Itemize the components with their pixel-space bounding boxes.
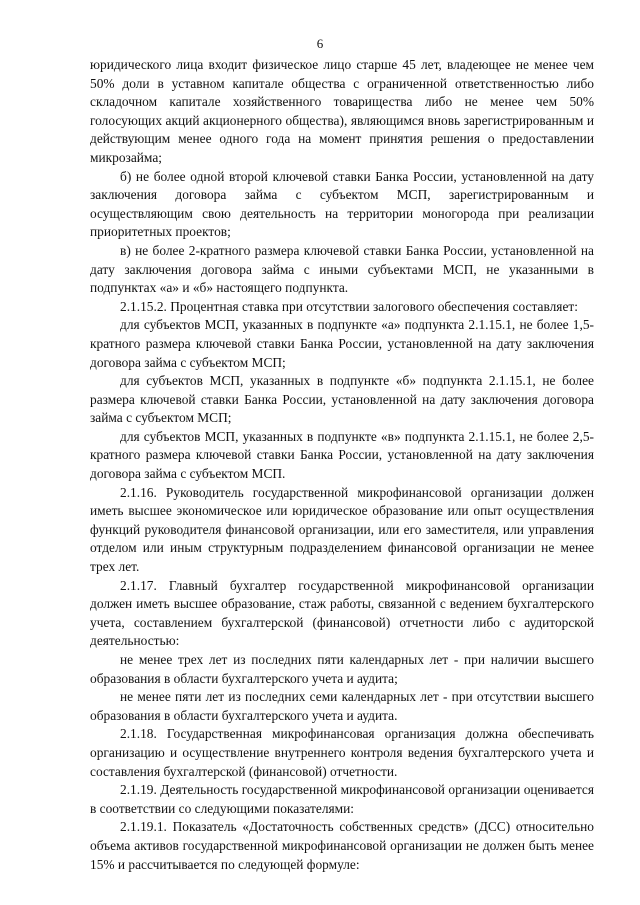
paragraph: б) не более одной второй ключевой ставки Банка России, установленной на дату заключения договора займа с субъектом МСП, зарегистрированным и осуществляющим свою деятельность на территории моногорода при реализации приоритетных проектов; (90, 168, 594, 240)
paragraph: для субъектов МСП, указанных в подпункте «а» подпункта 2.1.15.1, не более 1,5-кратного размера ключевой ставки Банка России, установленной на дату заключения договора займа с субъектом МСП; (90, 317, 594, 370)
paragraph: 2.1.16. Руководитель государственной микрофинансовой организации должен иметь высшее экономическое или юридическое образование или опыт осуществления функций руководителя финансовой организации, или его заместителя, или управления отделом или иным структурным подразделением финансовой организации не менее трех лет. (90, 484, 594, 575)
paragraph: 2.1.15.2. Процентная ставка при отсутствии залогового обеспечения составляет: (120, 298, 578, 314)
paragraph: 2.1.17. Главный бухгалтер государственной микрофинансовой организации должен иметь высшее образование, стаж работы, связанной с ведением бухгалтерского учета, составлением бухгалтерской (финансовой) отчетности либо с аудиторской деятельностью: (90, 577, 594, 649)
paragraph: для субъектов МСП, указанных в подпункте «в» подпункта 2.1.15.1, не более 2,5-кратного размера ключевой ставки Банка России, установленной на дату заключения договора займа с субъектом МСП. (90, 428, 594, 482)
paragraph: не менее трех лет из последних пяти календарных лет - при наличии высшего образования в области бухгалтерского учета и аудита; (90, 652, 594, 686)
paragraph: юридического лица входит физическое лицо старше 45 лет, владеющее не менее чем 50% доли в уставном капитале общества с ограниченной ответственностью либо складочном капитале хозяйственного товарищества либо не менее чем 50% голосующих акций акционерного общества), являющимся вновь зарегистрированным и действующим менее одного года на момент принятия решения о предоставлении микрозайма; (90, 57, 594, 165)
paragraph: в) не более 2-кратного размера ключевой ставки Банка России, установленной на дату заключения договора займа с иными субъектами МСП, не указанными в подпунктах «а» и «б» настоящего подпункта. (90, 242, 594, 296)
paragraph: не менее пяти лет из последних семи календарных лет - при отсутствии высшего образования в области бухгалтерского учета и аудита. (90, 689, 594, 723)
page-number: 6 (316, 36, 324, 51)
paragraph: 2.1.19. Деятельность государственной микрофинансовой организации оценивается в соответствии со следующими показателями: (90, 782, 594, 816)
paragraph: 2.1.19.1. Показатель «Достаточность собственных средств» (ДСС) относительно объема активов государственной микрофинансовой организации не должен быть менее 15% и рассчитывается по следующей формуле: (90, 819, 594, 872)
document-body (90, 56, 594, 874)
paragraph: 2.1.18. Государственная микрофинансовая организация должна обеспечивать организацию и осуществление внутреннего контроля ведения бухгалтерского учета и составления бухгалтерской (финансовой) отчетности. (90, 726, 594, 779)
paragraph: для субъектов МСП, указанных в подпункте «б» подпункта 2.1.15.1, не более размера ключевой ставки Банка России, установленной на дату заключения договора займа с субъектом МСП; (90, 373, 594, 426)
